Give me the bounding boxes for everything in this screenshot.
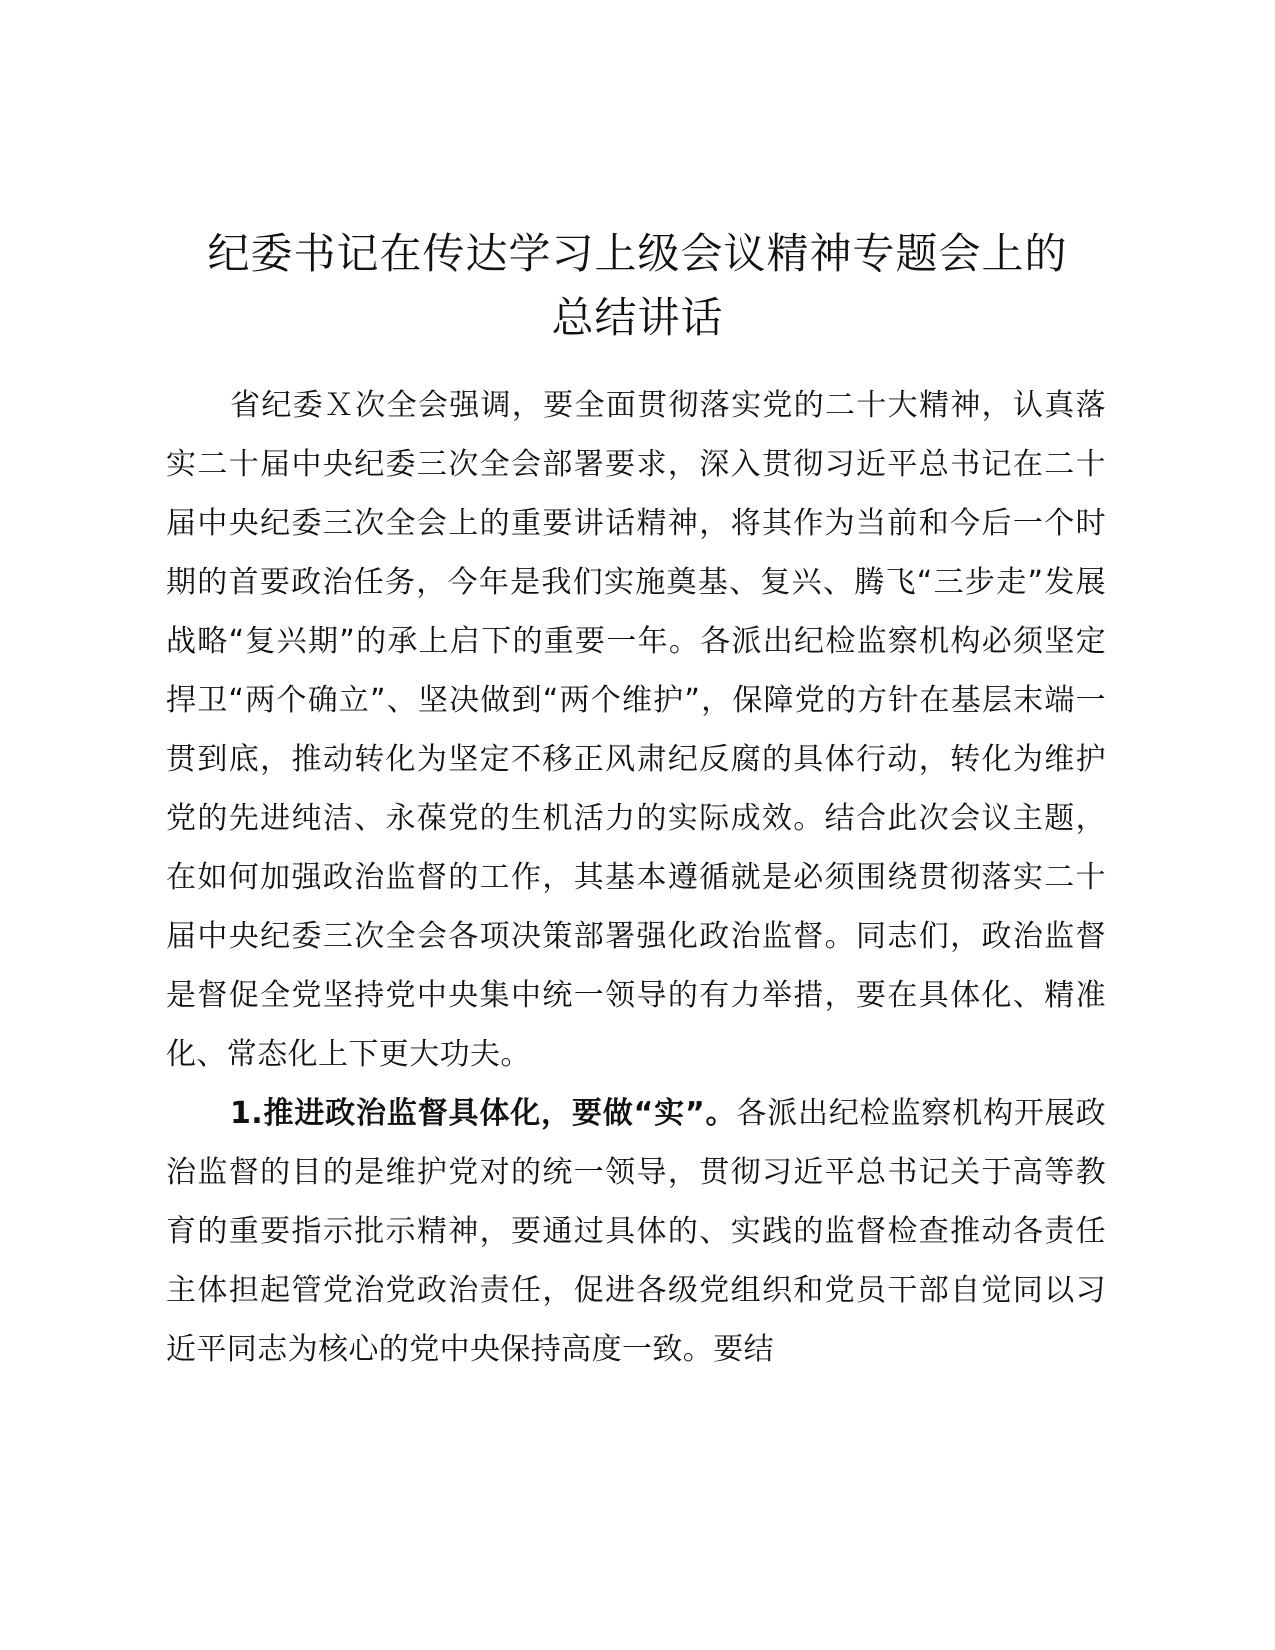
section-1-heading: 1.推进政治监督具体化，要做“实”。: [230, 1096, 737, 1131]
document-title: [160, 222, 1115, 350]
paragraph-section-1: [166, 1084, 1106, 1379]
section-1-text: 各派出纪检监察机构开展政治监督的目的是维护党对的统一领导，贯彻习近平总书记关于高等教育的重要指示批示精神，要通过具体的、实践的监督检查推动各责任主体担起管党治党政治责任，促进各级党组织和党员干部自觉同以习近平同志为核心的党中央保持高度一致。要结: [166, 1096, 1106, 1367]
title-line-2: 总结讲话: [551, 293, 724, 342]
document-body: [166, 376, 1106, 1379]
title-line-1: 纪委书记在传达学习上级会议精神专题会上的: [207, 229, 1068, 278]
paragraph-intro: 省纪委Ｘ次全会强调，要全面贯彻落实党的二十大精神，认真落实二十届中央纪委三次全会部署要求，深入贯彻习近平总书记在二十届中央纪委三次全会上的重要讲话精神，将其作为当前和今后一个时期的首要政治任务，今年是我们实施奠基、复兴、腾飞“三步走”发展战略“复兴期”的承上启下的重要一年。各派出纪检监察机构必须坚定捍卫“两个确立”、坚决做到“两个维护”，保障党的方针在基层末端一贯到底，推动转化为坚定不移正风肃纪反腐的具体行动，转化为维护党的先进纯洁、永葆党的生机活力的实际成效。结合此次会议主题，在如何加强政治监督的工作，其基本遵循就是必须围绕贯彻落实二十届中央纪委三次全会各项决策部署强化政治监督。同志们，政治监督是督促全党坚持党中央集中统一领导的有力举措，要在具体化、精准化、常态化上下更大功夫。: [166, 388, 1106, 1072]
